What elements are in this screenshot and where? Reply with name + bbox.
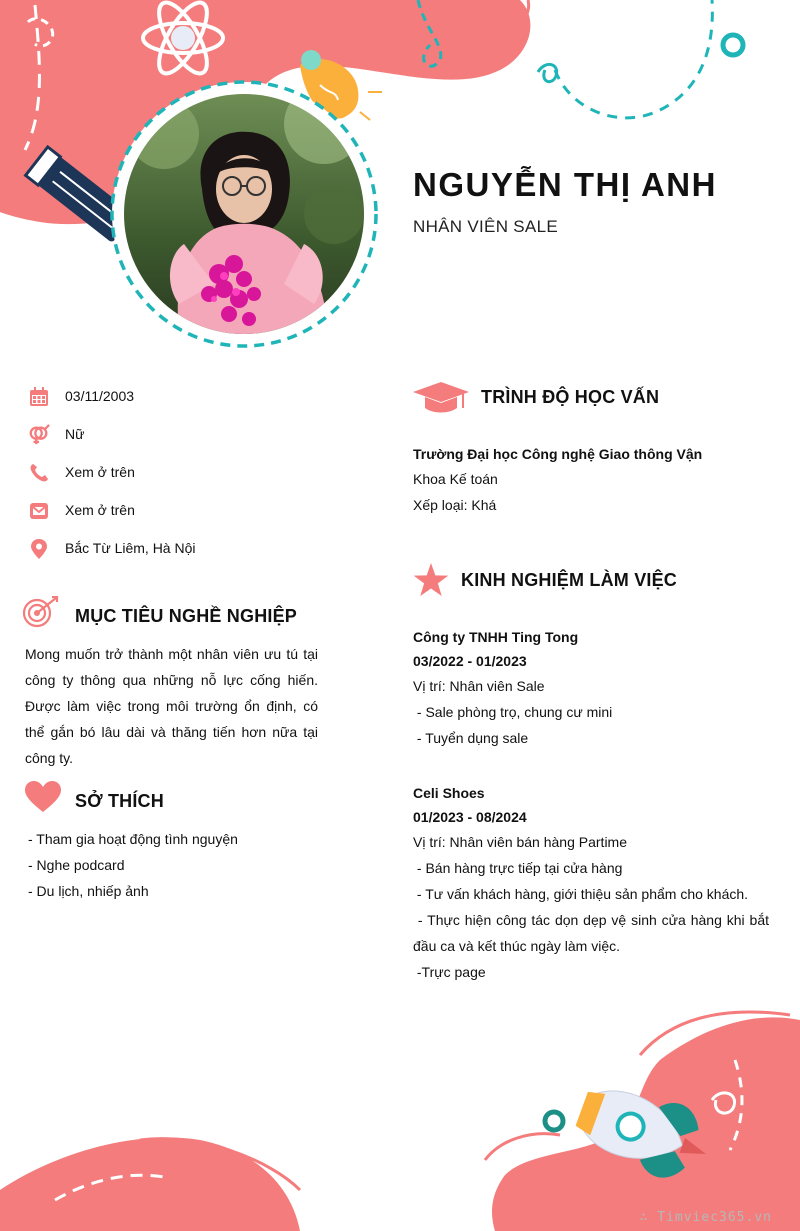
- address-text: Bắc Từ Liêm, Hà Nội: [65, 540, 196, 556]
- contact-gender: [28, 423, 85, 447]
- job-period: 01/2023 - 08/2024: [413, 809, 527, 825]
- target-icon: [22, 596, 60, 633]
- job-duty: - Sale phòng trọ, chung cư mini: [413, 704, 613, 720]
- gender-text: Nữ: [65, 426, 85, 442]
- phone-text[interactable]: Xem ở trên: [65, 464, 135, 480]
- job-position: Vị trí: Nhân viên bán hàng Partime: [413, 834, 628, 850]
- job-company: Công ty TNHH Ting Tong: [413, 629, 579, 645]
- birthday-text: 03/11/2003: [65, 388, 135, 404]
- rank-text: Xếp loại: Khá: [413, 497, 497, 513]
- graduation-cap-icon: [413, 380, 469, 419]
- job-duty: - Tư vấn khách hàng, giới thiệu sản phẩm cho khách.: [413, 886, 749, 902]
- job-duty: - Bán hàng trực tiếp tại cửa hàng: [413, 860, 623, 876]
- hobby-item: - Tham gia hoạt động tình nguyện: [28, 831, 238, 847]
- education-title: TRÌNH ĐỘ HỌC VẤN: [481, 387, 660, 407]
- job-title: NHÂN VIÊN SALE: [413, 217, 558, 236]
- phone-icon: [28, 462, 50, 484]
- star-icon: [413, 563, 449, 602]
- heart-icon: [25, 781, 61, 818]
- objective-text: Mong muốn trở thành một nhân viên ưu tú tại công ty thông qua những nỗ lực cống hiến. Được làm việc trong môi trường ổn định, có thể gắn bó lâu dài và thăng tiến hơn nữa tại công ty.: [25, 646, 318, 766]
- calendar-icon: [28, 386, 50, 408]
- hobby-item: - Du lịch, nhiếp ảnh: [28, 883, 149, 899]
- faculty-text: Khoa Kế toán: [413, 471, 498, 487]
- job-duty: -Trực page: [413, 964, 486, 980]
- profile-photo: [124, 94, 364, 334]
- hobby-item: - Nghe podcard: [28, 857, 125, 873]
- location-pin-icon: [28, 538, 50, 560]
- job-position: Vị trí: Nhân viên Sale: [413, 678, 545, 694]
- gender-icon: [28, 424, 50, 446]
- job-duty: - Thực hiện công tác dọn dẹp vệ sinh cửa hàng khi bắt đầu ca và kết thúc ngày làm việc.: [413, 912, 773, 954]
- contact-birthday: [28, 385, 135, 409]
- email-text[interactable]: Xem ở trên: [65, 502, 135, 518]
- candidate-name: NGUYỄN THỊ ANH: [413, 166, 717, 203]
- watermark: ∴ Timviec365.vn: [639, 1210, 772, 1225]
- contact-email: [28, 499, 135, 523]
- objective-title: MỤC TIÊU NGHỀ NGHIỆP: [75, 606, 298, 626]
- hobbies-title: SỞ THÍCH: [75, 791, 164, 811]
- contact-phone: [28, 461, 135, 485]
- contact-address: [28, 537, 196, 561]
- school-name: Trường Đại học Công nghệ Giao thông Vận: [413, 446, 703, 462]
- job-period: 03/2022 - 01/2023: [413, 653, 527, 669]
- email-icon: [28, 500, 50, 522]
- job-company: Celi Shoes: [413, 785, 485, 801]
- job-duty: - Tuyển dụng sale: [413, 730, 529, 746]
- experience-title: KINH NGHIỆM LÀM VIỆC: [461, 570, 678, 590]
